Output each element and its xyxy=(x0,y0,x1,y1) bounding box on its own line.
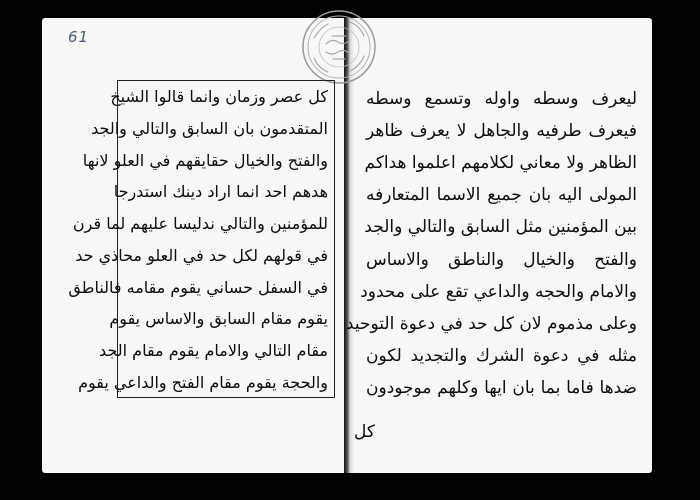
text-line: فيعرف طرفيه والجاهل لا يعرف ظاهر xyxy=(366,121,637,142)
text-line: ضدها فاما بما بان ايها وكلهم موجودون xyxy=(366,377,637,398)
text-line: والحجة يقوم مقام الفتح والداعي يقوم xyxy=(78,372,328,392)
folio-number: 61 xyxy=(68,28,90,46)
text-line: بين المؤمنين مثل السابق والتالي والجد xyxy=(364,217,637,238)
text-line: يقوم مقام السابق والاساس يقوم xyxy=(109,309,328,329)
text-line: المولى اليه بان جميع الاسما المتعارفه xyxy=(366,185,637,206)
text-line: كل عصر وزمان وانما قالوا الشيخ xyxy=(110,87,328,106)
text-line: والفتح والخيال حقايقهم في العلو لانها xyxy=(82,150,328,170)
text-line: هدهم احد انما اراد دينك استدرجا xyxy=(113,182,328,202)
text-line: الظاهر ولا معاني لكلامهم اعلموا هداكم xyxy=(364,153,637,174)
text-line: مثله في دعوة الشرك والتجديد لكون xyxy=(366,345,637,366)
library-seal-stamp xyxy=(300,8,378,86)
text-line: المتقدمون بان السابق والتالي والجد xyxy=(91,118,328,138)
text-line: والفتح والخيال والناطق والاساس xyxy=(366,249,637,270)
text-line: في قولهم لكل حد في العلو محاذي حد xyxy=(75,245,328,265)
text-line: للمؤمنين والتالي ندليسا عليهم لما قرن xyxy=(72,214,328,234)
left-text-frame xyxy=(68,80,335,398)
book-gutter xyxy=(344,18,354,473)
text-line: وعلى مذموم لان كل حد في دعوة التوحيد xyxy=(345,313,637,334)
text-line: في السفل حساني يقوم مقامه فالناطق xyxy=(68,277,328,297)
text-line: مقام التالي والامام يقوم مقام الجد xyxy=(99,341,328,361)
catchword: كل xyxy=(354,422,375,442)
text-line: ليعرف وسطه واوله وتسمع وسطه xyxy=(366,89,637,109)
text-line: والامام والحجه والداعي تقع على محدود xyxy=(360,281,637,302)
right-text-block xyxy=(345,85,643,403)
